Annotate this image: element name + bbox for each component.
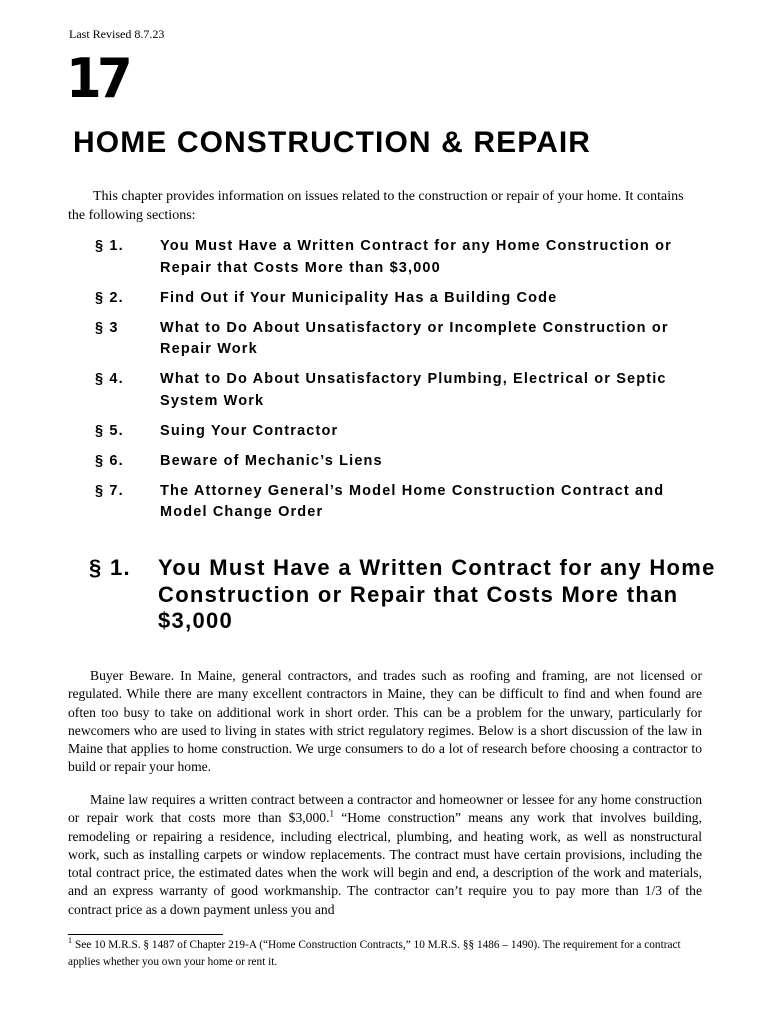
body-text: “Home construction” means any work that involves building, remodeling or repairing a residence, including electrical, plumbing, and heating work, as well as nonstructural work, such as installing carpets or window replacements. The contract must have certain provisions, including the total contract price, the estimated dates when the work will begin and end, a description of the work and materials, and an express warranty of good workmanship. The contractor can’t require you to pay more than 1/3 of the contract price as a down payment unless you and: [68, 810, 702, 917]
toc-item-title: Find Out if Your Municipality Has a Building Code: [160, 289, 558, 306]
toc-item: [95, 369, 695, 412]
chapter-title: HOME CONSTRUCTION & REPAIR: [73, 126, 592, 159]
toc-item-title: Beware of Mechanic’s Liens: [160, 452, 383, 469]
section-list: [95, 236, 695, 532]
toc-item: [95, 481, 695, 524]
body-paragraph: Buyer Beware. In Maine, general contractors, and trades such as roofing and framing, are not licensed or regulated. While there are many excellent contractors in Maine, they can be difficult to find and when found are often too busy to take on additional work in short order. This can be a problem for the unwary, particularly for newcomers who are used to living in states with strict regulatory regimes. Below is a short discussion of the law in Maine that applies to home construction. We urge consumers to do a lot of research before choosing a contractor to build or repair your home.: [68, 668, 702, 775]
section-heading-title: You Must Have a Written Contract for any Home Construction or Repair that Costs More than $3,000: [158, 555, 716, 633]
toc-item: [95, 318, 695, 361]
footnote: [68, 937, 702, 970]
toc-item-number: § 5.: [95, 422, 124, 439]
toc-item-title: What to Do About Unsatisfactory or Incomplete Construction or Repair Work: [160, 319, 669, 357]
toc-item-number: § 6.: [95, 452, 124, 469]
toc-item-number: § 7.: [95, 482, 124, 499]
toc-item-title: What to Do About Unsatisfactory Plumbing, Electrical or Septic System Work: [160, 371, 667, 409]
body-paragraph: [68, 791, 702, 919]
toc-item-number: § 1.: [95, 238, 124, 254]
toc-item-title: Suing Your Contractor: [160, 422, 339, 439]
intro-paragraph: This chapter provides information on issues related to the construction or repair of your home. It contains the following sections:: [68, 189, 684, 223]
footnote-text: See 10 M.R.S. § 1487 of Chapter 219-A (“Home Construction Contracts,” 10 M.R.S. §§ 1486 – 1490). The requirement for a contract applies whether you own your home or rent it.: [68, 939, 681, 968]
section-heading-number: § 1.: [89, 555, 131, 580]
section-heading: [89, 555, 729, 635]
toc-item: [95, 421, 695, 443]
revision-date: Last Revised 8.7.23: [69, 27, 165, 41]
chapter-number: 17: [66, 47, 128, 110]
footnote-reference[interactable]: 1: [329, 808, 334, 819]
toc-item-number: § 2.: [95, 289, 124, 306]
body-text: Maine law requires a written contract between a contractor and homeowner or lessee for any home construction or repair work that costs more than $3,000.: [68, 792, 702, 826]
toc-item: [95, 236, 695, 279]
footnote-divider: [68, 934, 223, 935]
toc-item-title: The Attorney General’s Model Home Construction Contract and Model Change Order: [160, 482, 665, 520]
toc-item-number: § 4.: [95, 371, 124, 387]
toc-item: [95, 451, 695, 473]
footnote-marker: 1: [68, 936, 72, 946]
toc-item-number: § 3: [95, 319, 119, 336]
toc-item-title: You Must Have a Written Contract for any Home Construction or Repair that Costs More than $3,000: [160, 238, 672, 276]
toc-item: [95, 288, 695, 310]
